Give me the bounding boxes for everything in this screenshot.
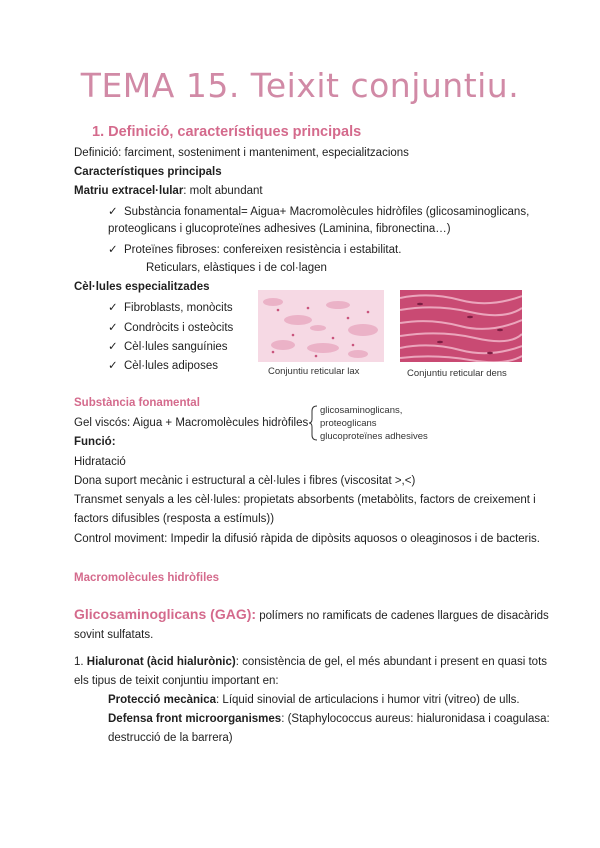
brace-item: proteoglicans <box>320 418 377 429</box>
section-heading-definition: 1. Definició, característiques principals <box>92 124 362 140</box>
matrix-item-1-cont: proteoglicans i glucoproteïnes adhesives (Laminina, fibronectina…) <box>108 223 451 235</box>
fibres-line: Reticulars, elàstiques i de col·lagen <box>146 262 327 274</box>
function-line: factors difusibles (resposta a estímuls)) <box>74 513 275 525</box>
function-label: Funció: <box>74 436 116 448</box>
characteristics-label: Característiques principals <box>74 166 222 178</box>
brace-item: glicosaminoglicans, <box>320 405 403 416</box>
cell-item: ✓ Fibroblasts, monòcits <box>108 302 233 314</box>
curly-brace-icon <box>308 405 318 441</box>
protection-line: Protecció mecànica: Líquid sinovial de articulacions i humor vitri (vitreo) de ulls. <box>108 694 520 706</box>
check-icon: ✓ <box>108 360 118 372</box>
gel-line: Gel viscós: Aigua + Macromolècules hidròfiles <box>74 417 309 429</box>
check-icon: ✓ <box>108 244 118 256</box>
gag-label: Glicosaminoglicans (GAG): <box>74 606 257 622</box>
matrix-line <box>74 185 263 197</box>
defense-cont: destrucció de la barrera) <box>108 732 233 744</box>
item1-line: 1. Hialuronat (àcid hialurònic): consistència de gel, el més abundant i present en quasi tots <box>74 656 548 668</box>
cell-item: ✓ Cèl·lules adiposes <box>108 360 218 372</box>
page-title: TEMA 15. Teixit conjuntiu. <box>80 66 520 105</box>
cell-item: ✓ Condròcits i osteòcits <box>108 322 234 334</box>
matrix-rest: : molt abundant <box>183 185 263 197</box>
gag-cont: sovint sulfatats. <box>74 629 154 641</box>
matrix-item-2: ✓ Proteïnes fibroses: confereixen resistència i estabilitat. <box>108 244 402 256</box>
substance-heading: Substància fonamental <box>74 397 200 409</box>
definition-line: Definició: farciment, sosteniment i manteniment, especialitzacions <box>74 147 409 159</box>
check-icon: ✓ <box>108 302 118 314</box>
defense-line: Defensa front microorganismes: (Staphylococcus aureus: hialuronidasa i coagulasa: <box>108 713 550 725</box>
function-line: Hidratació <box>74 456 126 468</box>
item1-label: Hialuronat (àcid hialurònic) <box>86 656 236 668</box>
dense-tissue-image <box>400 290 522 362</box>
loose-tissue-image <box>258 290 384 362</box>
caption-dense-tissue: Conjuntiu reticular dens <box>407 368 507 379</box>
check-icon: ✓ <box>108 322 118 334</box>
item1-cont: els tipus de teixit conjuntiu important en: <box>74 675 279 687</box>
cell-item: ✓ Cèl·lules sanguínies <box>108 341 228 353</box>
function-line: Control moviment: Impedir la difusió ràpida de dipòsits aquosos o oleaginosos i de bacteris. <box>74 533 541 545</box>
gag-rest: polímers no ramificats de cadenes llargues de disacàrids <box>256 610 549 622</box>
matrix-item-1: ✓ Substància fonamental= Aigua+ Macromolècules hidròfiles (glicosaminoglicans, <box>108 206 530 218</box>
matrix-label: Matriu extracel·lular <box>74 185 184 197</box>
function-line: Dona suport mecànic i estructural a cèl·lules i fibres (viscositat >,<) <box>74 475 416 487</box>
cells-label: Cèl·lules especialitzades <box>74 281 210 293</box>
brace-item: glucoproteïnes adhesives <box>320 431 428 442</box>
function-line: Transmet senyals a les cèl·lules: propietats absorbents (metabòlits, factors de creixement i <box>74 494 536 506</box>
gag-line <box>74 606 549 622</box>
caption-loose-tissue: Conjuntiu reticular lax <box>268 366 360 377</box>
check-icon: ✓ <box>108 206 118 218</box>
macromolecules-heading: Macromolècules hidròfiles <box>74 572 220 584</box>
check-icon: ✓ <box>108 341 118 353</box>
